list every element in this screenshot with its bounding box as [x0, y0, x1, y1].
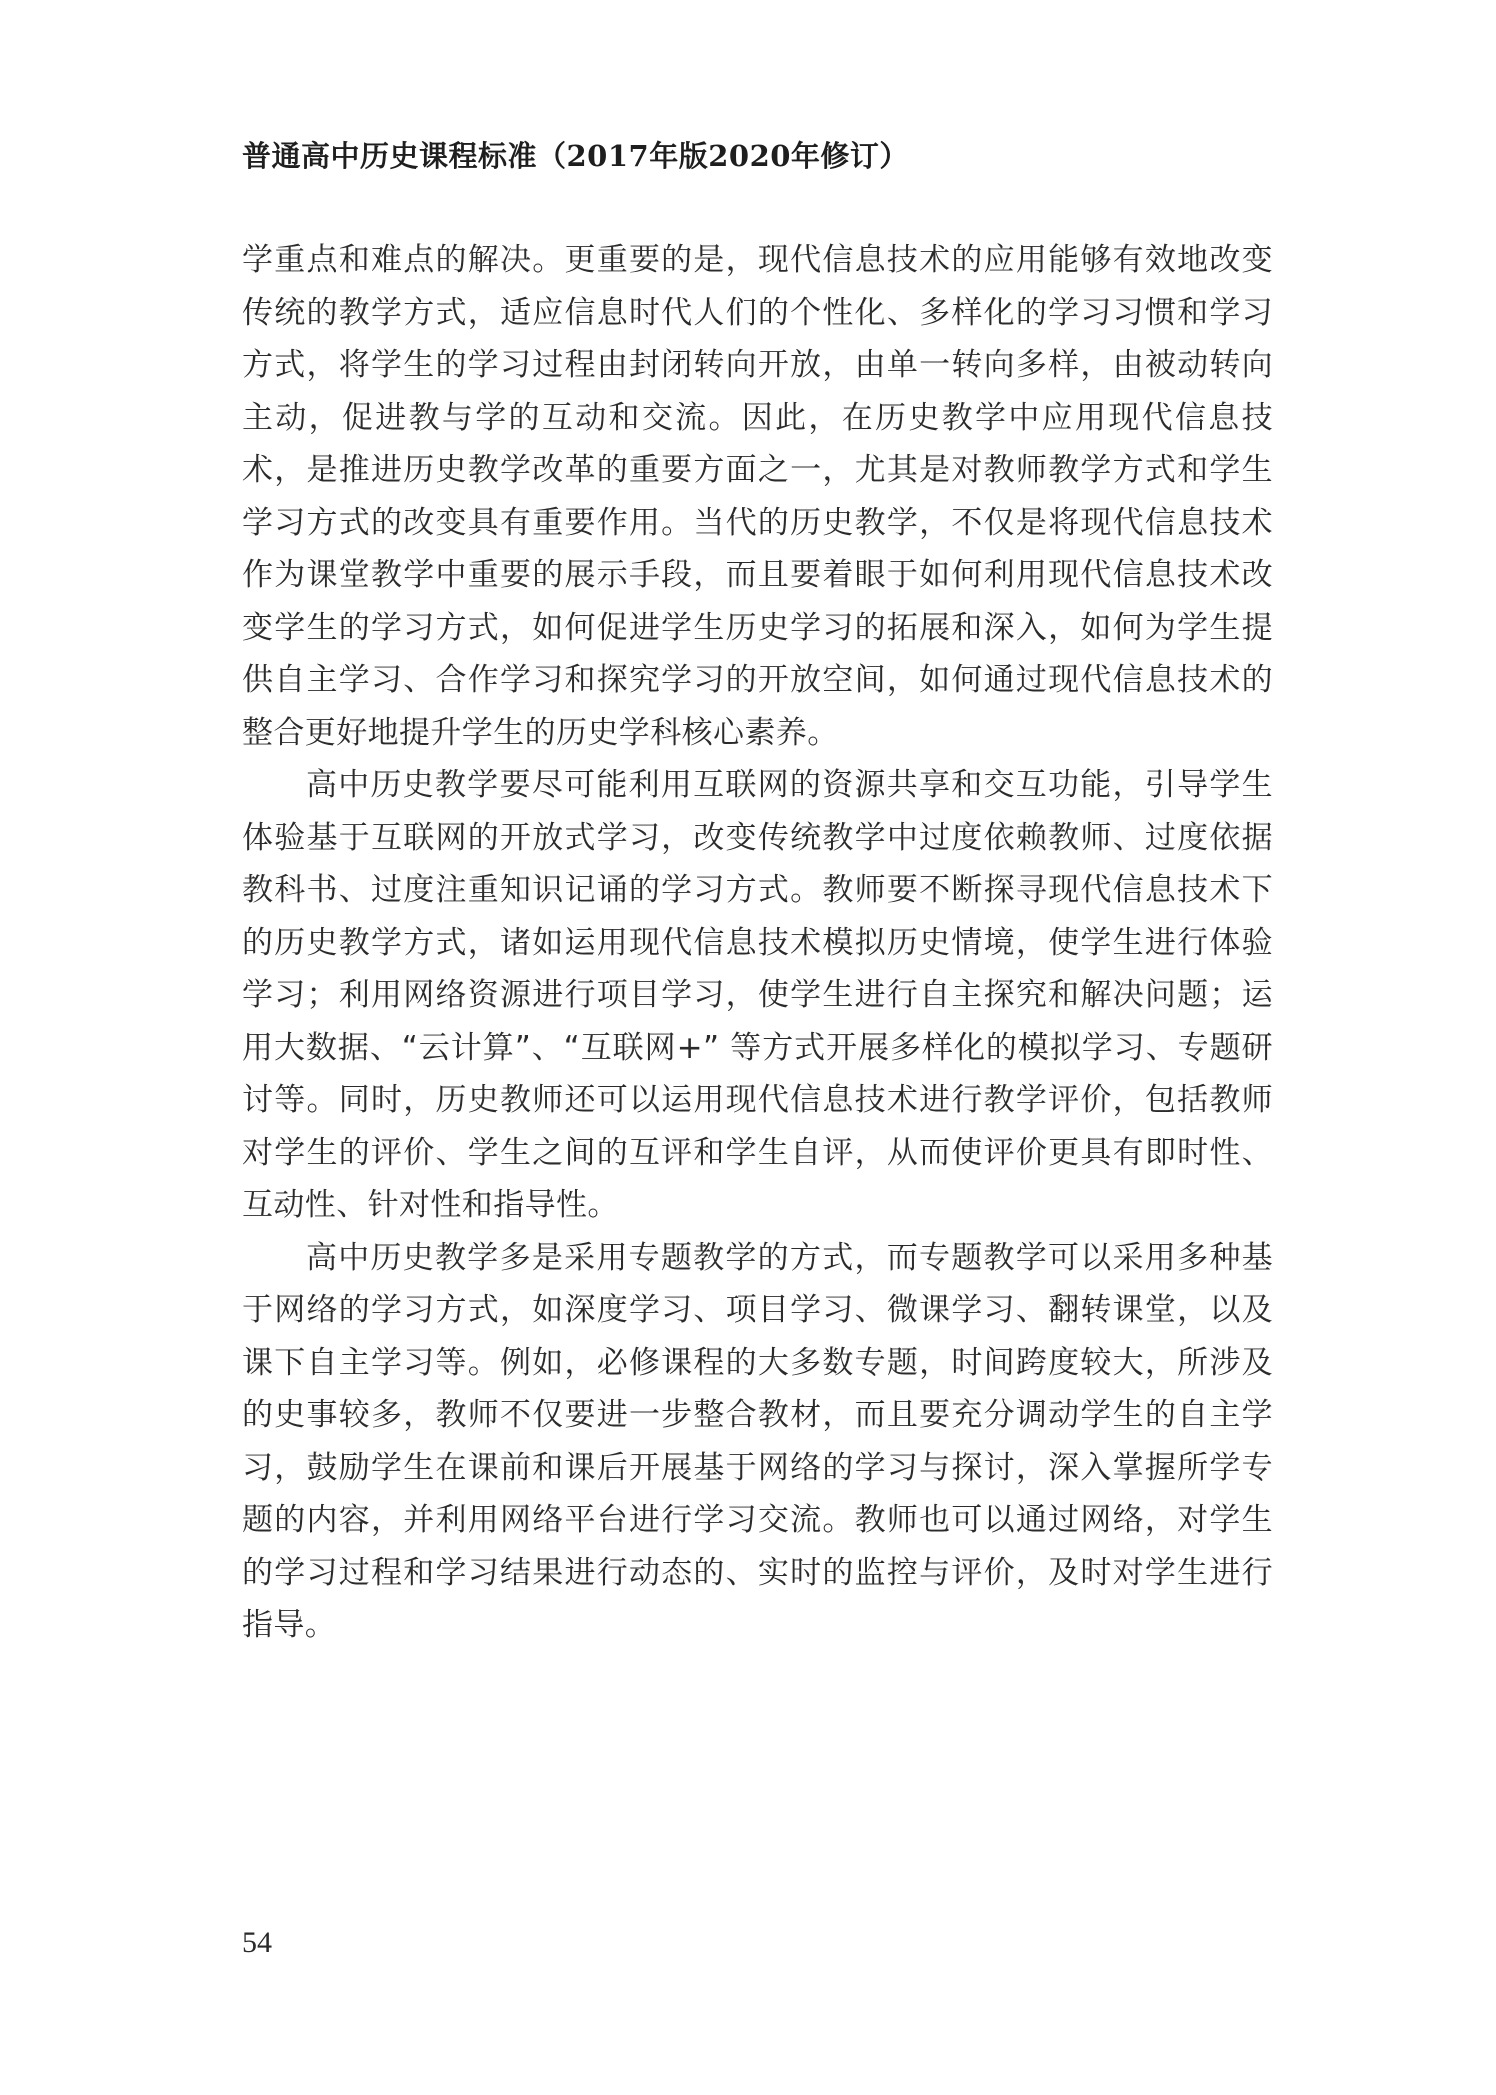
body-text [242, 234, 1273, 1652]
paragraph-continuation: 学重点和难点的解决。更重要的是，现代信息技术的应用能够有效地改变传统的教学方式，适应信息时代人们的个性化、多样化的学习习惯和学习方式，将学生的学习过程由封闭转向开放，由单一转向多样，由被动转向主动，促进教与学的互动和交流。因此，在历史教学中应用现代信息技术，是推进历史教学改革的重要方面之一，尤其是对教师教学方式和学生学习方式的改变具有重要作用。当代的历史教学，不仅是将现代信息技术作为课堂教学中重要的展示手段，而且要着眼于如何利用现代信息技术改变学生的学习方式，如何促进学生历史学习的拓展和深入，如何为学生提供自主学习、合作学习和探究学习的开放空间，如何通过现代信息技术的整合更好地提升学生的历史学科核心素养。 [242, 242, 1273, 751]
paragraph-topic-teaching: 高中历史教学多是采用专题教学的方式，而专题教学可以采用多种基于网络的学习方式，如深度学习、项目学习、微课学习、翻转课堂，以及课下自主学习等。例如，必修课程的大多数专题，时间跨度较大，所涉及的史事较多，教师不仅要进一步整合教材，而且要充分调动学生的自主学习，鼓励学生在课前和课后开展基于网络的学习与探讨，深入掌握所学专题的内容，并利用网络平台进行学习交流。教师也可以通过网络，对学生的学习过程和学习结果进行动态的、实时的监控与评价，及时对学生进行指导。 [242, 1239, 1273, 1643]
page-number: 54 [242, 1926, 272, 1959]
running-header: 普通高中历史课程标准（2017年版2020年修订） [242, 139, 909, 173]
paragraph-internet-learning: 高中历史教学要尽可能利用互联网的资源共享和交互功能，引导学生体验基于互联网的开放式学习，改变传统教学中过度依赖教师、过度依据教科书、过度注重知识记诵的学习方式。教师要不断探寻现代信息技术下的历史教学方式，诸如运用现代信息技术模拟历史情境，使学生进行体验学习；利用网络资源进行项目学习，使学生进行自主探究和解决问题；运用大数据、“云计算”、“互联网+” 等方式开展多样化的模拟学习、专题研讨等。同时，历史教师还可以运用现代信息技术进行教学评价，包括教师对学生的评价、学生之间的互评和学生自评，从而使评价更具有即时性、互动性、针对性和指导性。 [242, 767, 1273, 1223]
